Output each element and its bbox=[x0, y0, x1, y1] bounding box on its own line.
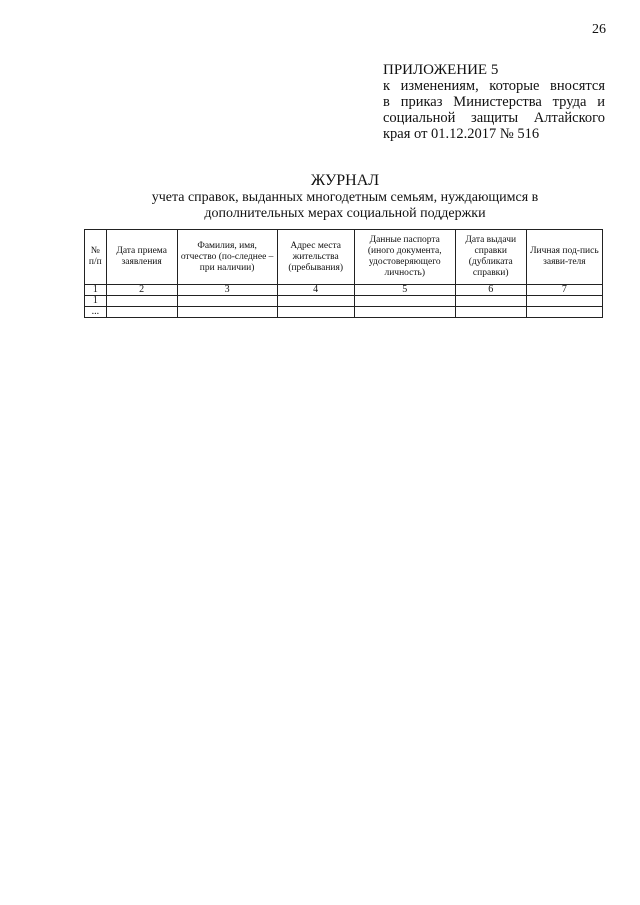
appendix-line: социальной защиты Алтайского bbox=[383, 110, 605, 126]
header-cell-issue-date: Дата выдачи справки (дубликата справки) bbox=[455, 230, 526, 285]
column-number-cell: 5 bbox=[354, 285, 455, 296]
column-number-row bbox=[85, 285, 603, 296]
table-cell: ... bbox=[85, 307, 107, 318]
journal-heading bbox=[90, 172, 600, 222]
table-cell bbox=[277, 296, 354, 307]
table-row bbox=[85, 296, 603, 307]
journal-title: ЖУРНАЛ bbox=[310, 172, 380, 189]
header-cell-passport: Данные паспорта (иного документа, удостоверяющего личность) bbox=[354, 230, 455, 285]
header-cell-number: № п/п bbox=[85, 230, 107, 285]
column-number-cell: 7 bbox=[526, 285, 602, 296]
table-header-row bbox=[85, 230, 603, 285]
appendix-line: к изменениям, которые вносятся bbox=[383, 78, 605, 94]
header-cell-application-date: Дата приема заявления bbox=[106, 230, 177, 285]
journal-subtitle-line: дополнительных мерах социальной поддержки bbox=[204, 206, 486, 221]
table-cell bbox=[455, 307, 526, 318]
table-row bbox=[85, 307, 603, 318]
header-cell-signature: Личная под-пись заяви-теля bbox=[526, 230, 602, 285]
column-number-cell: 6 bbox=[455, 285, 526, 296]
table-cell bbox=[354, 307, 455, 318]
table-cell bbox=[526, 307, 602, 318]
appendix-title: ПРИЛОЖЕНИЕ 5 bbox=[383, 62, 499, 78]
table-cell bbox=[526, 296, 602, 307]
appendix-line: края от 01.12.2017 № 516 bbox=[383, 126, 540, 142]
column-number-cell: 1 bbox=[85, 285, 107, 296]
column-number-cell: 4 bbox=[277, 285, 354, 296]
column-number-cell: 2 bbox=[106, 285, 177, 296]
table-cell bbox=[455, 296, 526, 307]
column-number-cell: 3 bbox=[177, 285, 277, 296]
appendix-block bbox=[383, 62, 605, 142]
journal-table bbox=[84, 229, 603, 318]
header-cell-full-name: Фамилия, имя, отчество (по-следнее – при наличии) bbox=[177, 230, 277, 285]
table-cell bbox=[106, 307, 177, 318]
table-cell bbox=[177, 307, 277, 318]
appendix-line: в приказ Министерства труда и bbox=[383, 94, 605, 110]
table-cell: 1 bbox=[85, 296, 107, 307]
table-cell bbox=[277, 307, 354, 318]
page-number: 26 bbox=[592, 22, 606, 37]
header-cell-address: Адрес места жительства (пребывания) bbox=[277, 230, 354, 285]
table-cell bbox=[177, 296, 277, 307]
journal-subtitle-line: учета справок, выданных многодетным семьям, нуждающимся в bbox=[151, 190, 539, 205]
table-cell bbox=[354, 296, 455, 307]
table-cell bbox=[106, 296, 177, 307]
